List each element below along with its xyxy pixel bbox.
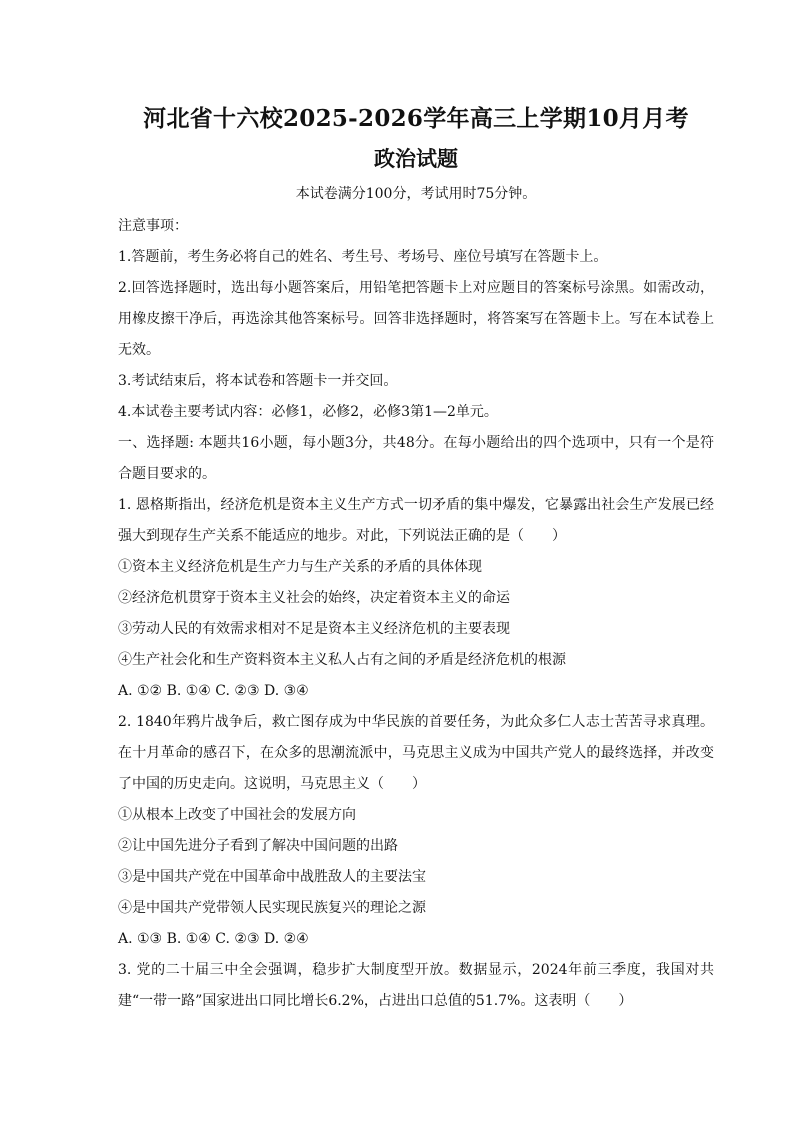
question-options: A. ①③ B. ①④ C. ②③ D. ②④ — [118, 931, 309, 947]
question-stem: 1. 恩格斯指出，经济危机是资本主义生产方式一切矛盾的集中爆发，它暴露出社会生产发展已经强大到现存生产关系不能适应的地步。对此，下列说法正确的是（ ） — [118, 497, 714, 544]
question-3 — [118, 955, 714, 1017]
question-options: A. ①② B. ①④ C. ②③ D. ③④ — [118, 683, 309, 699]
section-heading: 一、选择题: 本题共16小题，每小题3分，共48分。在每小题给出的四个选项中，只有一个是符合题目要求的。 — [118, 435, 714, 482]
question-1 — [118, 490, 714, 707]
notes-heading: 注意事项： — [118, 218, 188, 234]
notes-block — [118, 211, 714, 428]
question-statement: ②让中国先进分子看到了解决中国问题的出路 — [118, 838, 398, 854]
question-stem: 3. 党的二十届三中全会强调，稳步扩大制度型开放。数据显示，2024年前三季度，我国对共建“一带一路”国家进出口同比增长6.2%，占进出口总值的51.7%。这表明（ ） — [118, 962, 714, 1009]
exam-subject: 政治试题 — [374, 146, 458, 171]
question-statement: ③劳动人民的有效需求相对不足是资本主义经济危机的主要表现 — [118, 621, 510, 637]
question-2 — [118, 707, 714, 955]
question-statement: ④生产社会化和生产资料资本主义私人占有之间的矛盾是经济危机的根源 — [118, 652, 566, 668]
note-item: 2.回答选择题时，选出每小题答案后，用铅笔把答题卡上对应题目的答案标号涂黑。如需改动，用橡皮擦干净后，再选涂其他答案标号。回答非选择题时，将答案写在答题卡上。写在本试卷上无效。 — [118, 280, 714, 358]
question-statement: ①从根本上改变了中国社会的发展方向 — [118, 807, 356, 823]
note-item: 4.本试卷主要考试内容：必修1，必修2，必修3第1—2单元。 — [118, 404, 498, 420]
question-stem: 2. 1840年鸦片战争后，救亡图存成为中华民族的首要任务，为此众多仁人志士苦苦寻求真理。在十月革命的感召下，在众多的思潮流派中，马克思主义成为中国共产党人的最终选择，并改变了中国的历史走向。这说明，马克思主义（ ） — [118, 714, 714, 792]
exam-intro: 本试卷满分100分，考试用时75分钟。 — [295, 186, 537, 202]
question-statement: ④是中国共产党带领人民实现民族复兴的理论之源 — [118, 900, 426, 916]
question-statement: ②经济危机贯穿于资本主义社会的始终，决定着资本主义的命运 — [118, 590, 510, 606]
question-statement: ①资本主义经济危机是生产力与生产关系的矛盾的具体体现 — [118, 559, 482, 575]
exam-title: 河北省十六校2025-2026学年高三上学期10月月考 — [143, 105, 689, 132]
note-item: 3.考试结束后，将本试卷和答题卡一并交回。 — [118, 373, 398, 389]
note-item: 1.答题前，考生务必将自己的姓名、考生号、考场号、座位号填写在答题卡上。 — [118, 249, 608, 265]
question-statement: ③是中国共产党在中国革命中战胜敌人的主要法宝 — [118, 869, 426, 885]
